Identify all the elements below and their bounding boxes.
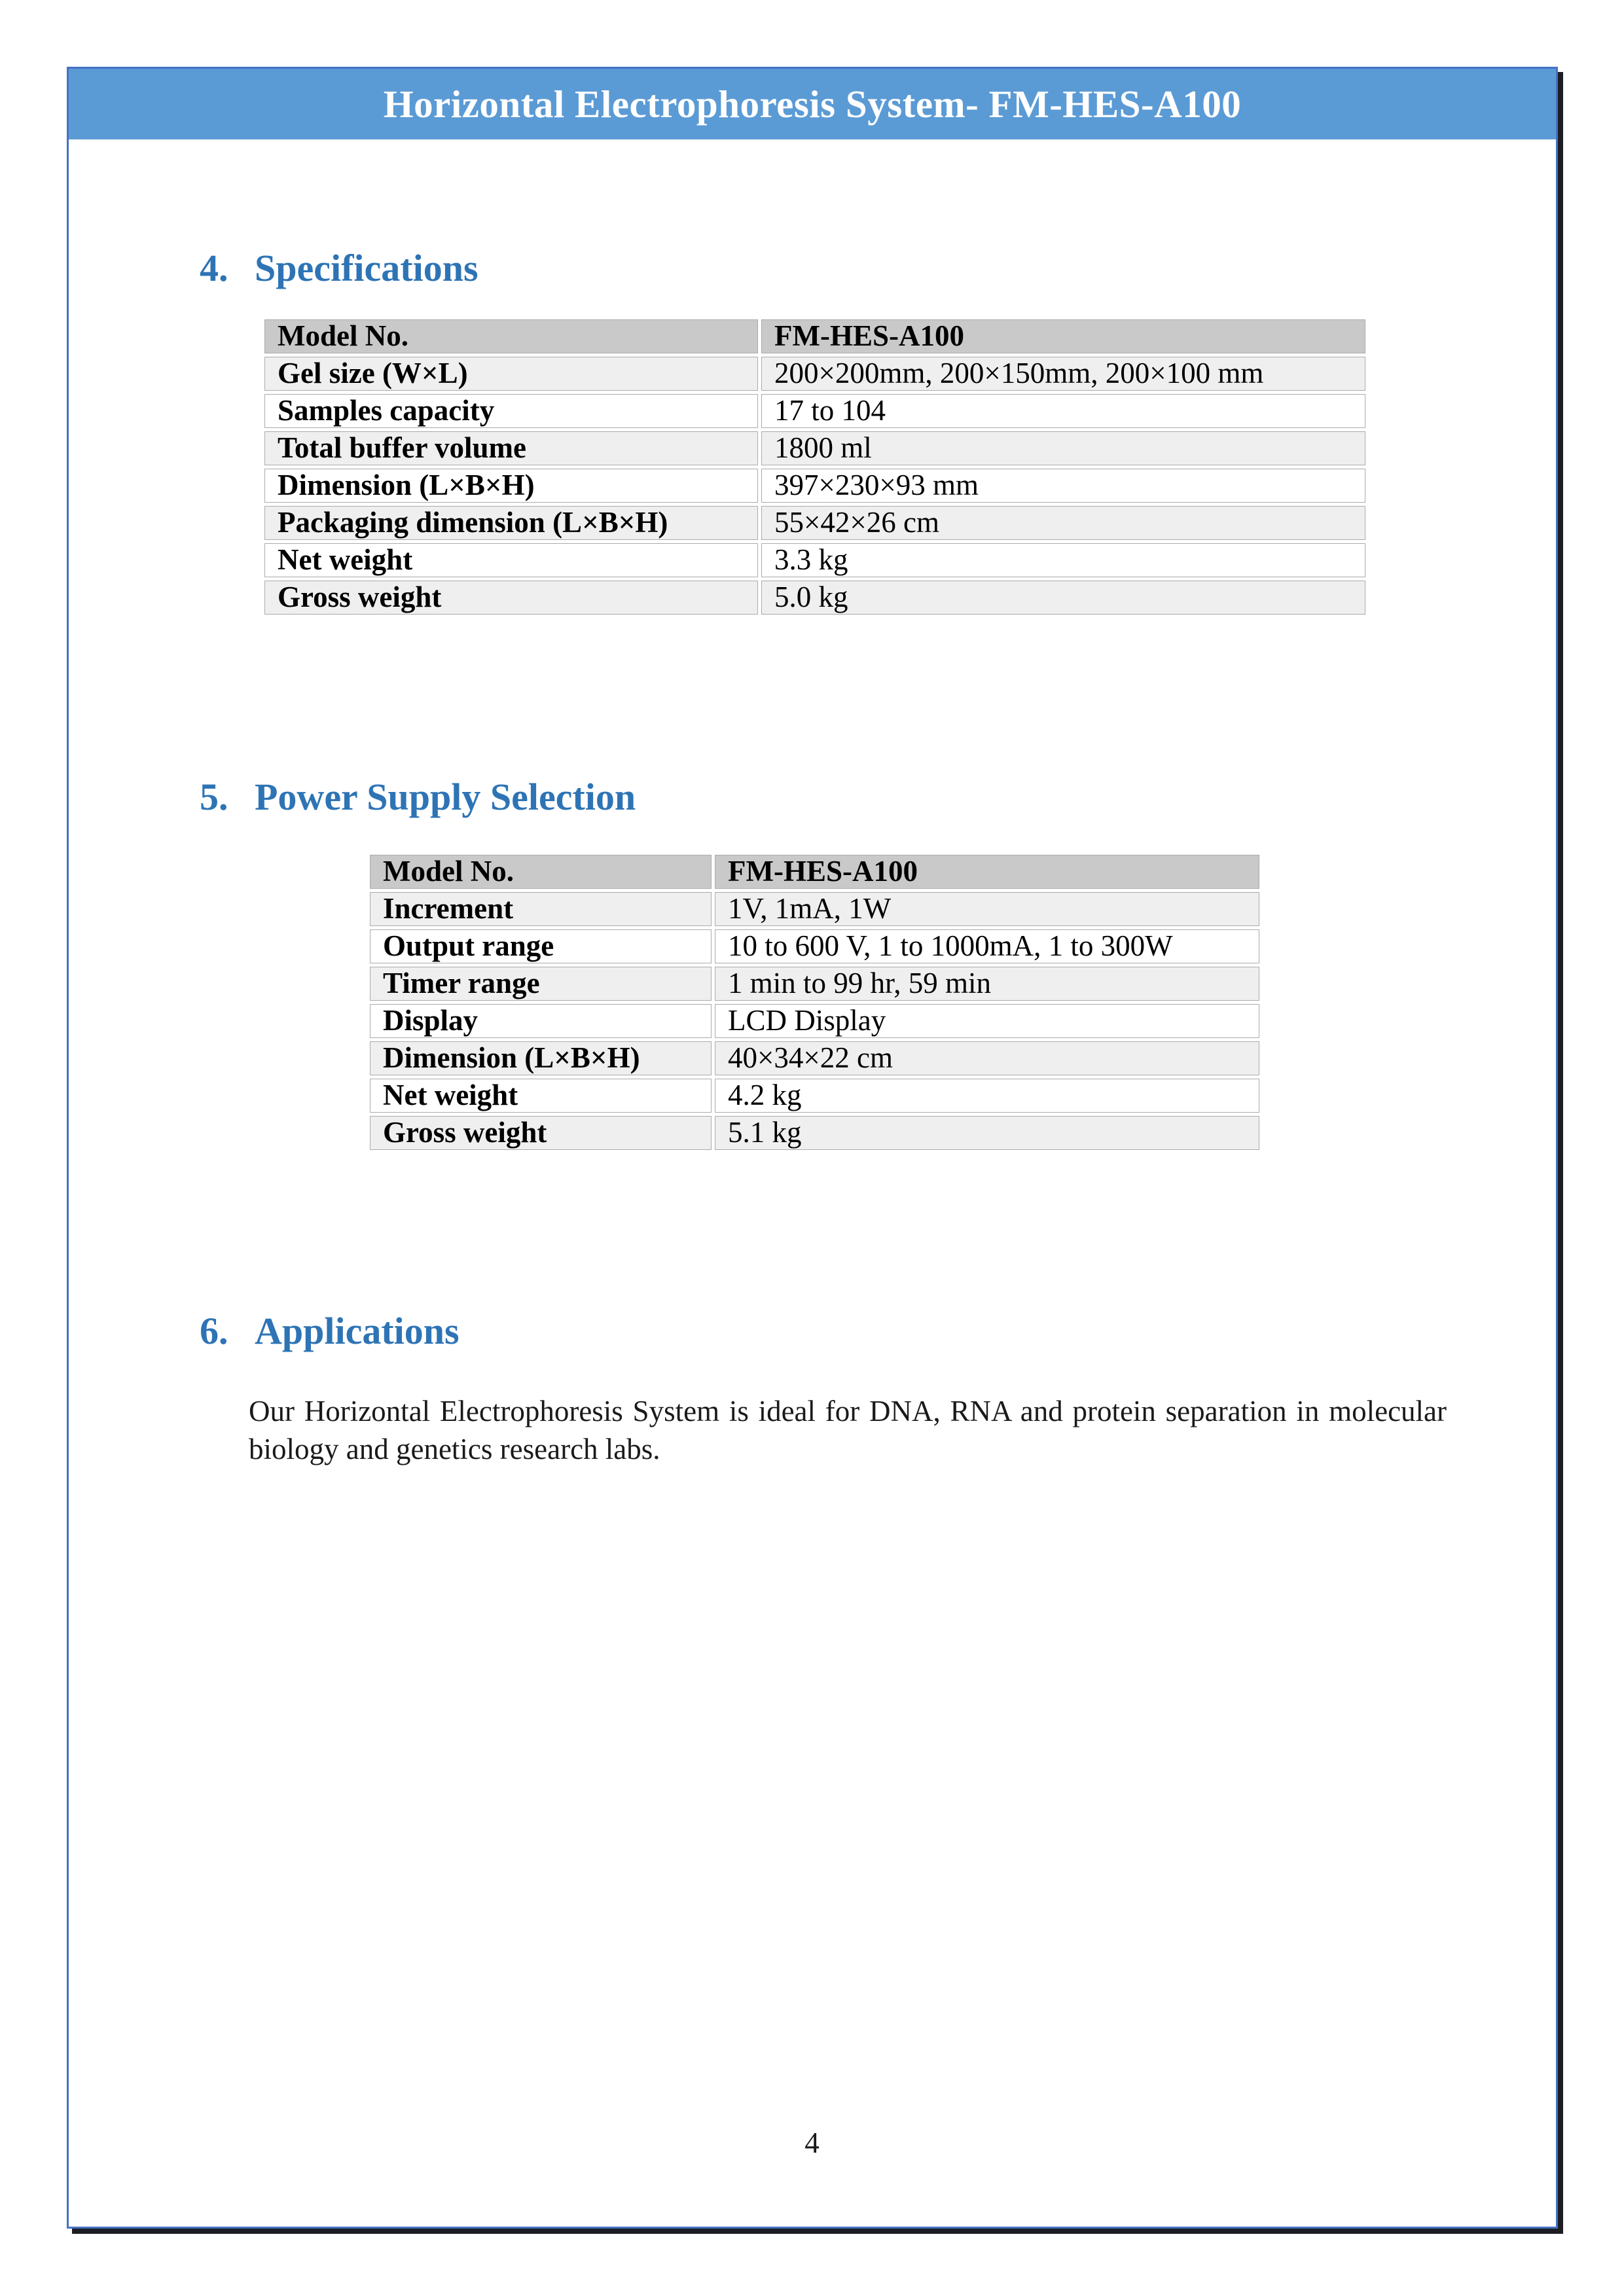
spec-value: 3.3 kg [761,543,1365,577]
page-header-bar [69,69,1556,139]
header-label-cell: Model No. [370,855,712,889]
table-row [264,319,1365,353]
spec-value: 4.2 kg [715,1079,1259,1113]
spec-label: Gross weight [370,1116,712,1150]
table-row [264,581,1365,615]
table-row [264,431,1365,465]
section-heading-specifications [200,245,478,291]
spec-value: 200×200mm, 200×150mm, 200×100 mm [761,357,1365,391]
spec-label: Increment [370,892,712,926]
section-title: Power Supply Selection [255,776,636,818]
power-supply-table [367,852,1263,1153]
page-header-title: Horizontal Electrophoresis System- FM-HES-A100 [383,82,1242,126]
spec-label: Display [370,1004,712,1038]
spec-value: 5.0 kg [761,581,1365,615]
table-row [264,394,1365,428]
section-title: Specifications [255,247,478,289]
section-heading-power-supply [200,774,636,820]
spec-label: Packaging dimension (L×B×H) [264,506,758,540]
header-value-cell: FM-HES-A100 [715,855,1259,889]
spec-label: Dimension (L×B×H) [264,469,758,503]
section-number: 6. [200,1310,228,1352]
page-border-box [67,67,1558,2229]
spec-label: Timer range [370,967,712,1001]
header-label-cell: Model No. [264,319,758,353]
table-row [264,357,1365,391]
spec-label: Gel size (W×L) [264,357,758,391]
applications-paragraph: Our Horizontal Electrophoresis System is ideal for DNA, RNA and protein separation in molecular biology and genetics research labs. [249,1395,1447,1465]
section-heading-applications [200,1308,460,1354]
spec-label: Samples capacity [264,394,758,428]
page-number: 4 [804,2126,820,2159]
spec-label: Dimension (L×B×H) [370,1041,712,1075]
table-row [370,892,1259,926]
spec-value: 1 min to 99 hr, 59 min [715,967,1259,1001]
spec-label: Net weight [264,543,758,577]
table-row [370,1004,1259,1038]
power-table-header [370,855,1259,889]
table-row [370,1116,1259,1150]
table-row [370,929,1259,963]
spec-value: 17 to 104 [761,394,1365,428]
spec-label: Net weight [370,1079,712,1113]
specifications-table-header [264,319,1365,353]
section-number: 5. [200,776,228,818]
specifications-table [261,316,1369,618]
header-value-cell: FM-HES-A100 [761,319,1365,353]
spec-value: LCD Display [715,1004,1259,1038]
section-title: Applications [255,1310,460,1352]
table-row [370,855,1259,889]
spec-value: 55×42×26 cm [761,506,1365,540]
spec-value: 397×230×93 mm [761,469,1365,503]
spec-label: Output range [370,929,712,963]
spec-value: 10 to 600 V, 1 to 1000mA, 1 to 300W [715,929,1259,963]
spec-label: Gross weight [264,581,758,615]
table-row [264,543,1365,577]
spec-label: Total buffer volume [264,431,758,465]
table-row [370,1079,1259,1113]
table-row [370,967,1259,1001]
spec-value: 1V, 1mA, 1W [715,892,1259,926]
spec-value: 40×34×22 cm [715,1041,1259,1075]
section-number: 4. [200,247,228,289]
table-row [370,1041,1259,1075]
spec-value: 5.1 kg [715,1116,1259,1150]
table-row [264,506,1365,540]
spec-value: 1800 ml [761,431,1365,465]
table-row [264,469,1365,503]
